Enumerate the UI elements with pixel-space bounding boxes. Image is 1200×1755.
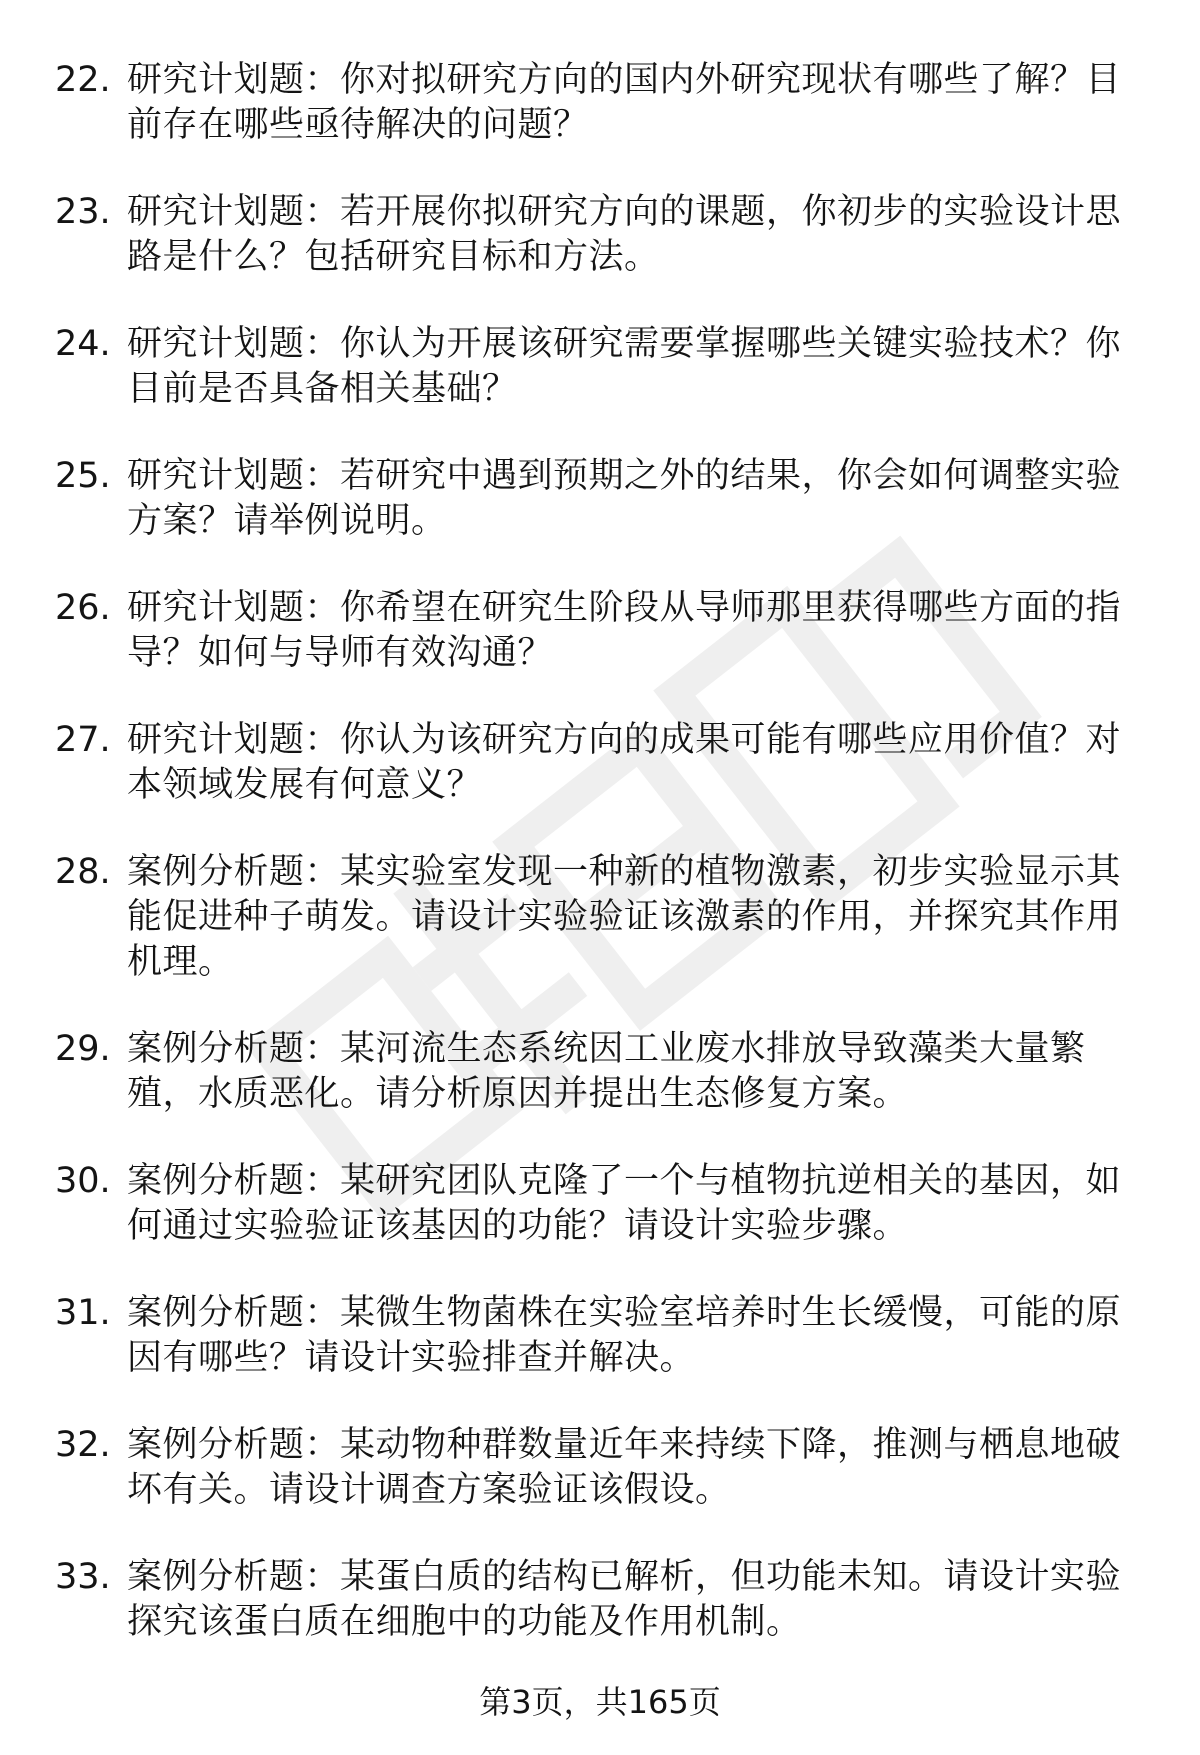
question-number: 28. bbox=[55, 852, 111, 892]
list-item bbox=[0, 586, 1200, 718]
question-number: 33. bbox=[55, 1557, 111, 1597]
question-text: 研究计划题：你希望在研究生阶段从导师那里获得哪些方面的指导？如何与导师有效沟通？ bbox=[127, 588, 1122, 673]
list-item bbox=[0, 190, 1200, 322]
question-list bbox=[0, 58, 1200, 1687]
question-text: 案例分析题：某研究团队克隆了一个与植物抗逆相关的基因，如何通过实验验证该基因的功能？请设计实验步骤。 bbox=[127, 1161, 1122, 1246]
question-number: 31. bbox=[55, 1293, 111, 1333]
question-number: 24. bbox=[55, 324, 111, 364]
question-text: 研究计划题：你对拟研究方向的国内外研究现状有哪些了解？目前存在哪些亟待解决的问题？ bbox=[127, 60, 1122, 145]
question-number: 29. bbox=[55, 1029, 111, 1069]
question-text: 研究计划题：你认为开展该研究需要掌握哪些关键实验技术？你目前是否具备相关基础？ bbox=[127, 324, 1122, 409]
question-text: 研究计划题：若研究中遇到预期之外的结果，你会如何调整实验方案？请举例说明。 bbox=[127, 456, 1122, 541]
question-text: 案例分析题：某蛋白质的结构已解析，但功能未知。请设计实验探究该蛋白质在细胞中的功能及作用机制。 bbox=[127, 1557, 1122, 1642]
list-item bbox=[0, 1291, 1200, 1423]
question-number: 30. bbox=[55, 1161, 111, 1201]
list-item bbox=[0, 454, 1200, 586]
list-item bbox=[0, 718, 1200, 850]
page-footer: 第3页，共165页 bbox=[479, 1683, 721, 1721]
list-item bbox=[0, 1555, 1200, 1687]
question-number: 27. bbox=[55, 720, 111, 760]
list-item bbox=[0, 850, 1200, 1027]
question-text: 案例分析题：某动物种群数量近年来持续下降，推测与栖息地破坏有关。请设计调查方案验证该假设。 bbox=[127, 1425, 1122, 1510]
list-item bbox=[0, 58, 1200, 190]
list-item bbox=[0, 1159, 1200, 1291]
question-text: 案例分析题：某河流生态系统因工业废水排放导致藻类大量繁殖，水质恶化。请分析原因并提出生态修复方案。 bbox=[127, 1029, 1086, 1114]
list-item bbox=[0, 1423, 1200, 1555]
list-item bbox=[0, 1027, 1200, 1159]
list-item bbox=[0, 322, 1200, 454]
question-text: 研究计划题：你认为该研究方向的成果可能有哪些应用价值？对本领域发展有何意义？ bbox=[127, 720, 1122, 805]
question-number: 25. bbox=[55, 456, 111, 496]
question-text: 案例分析题：某实验室发现一种新的植物激素，初步实验显示其能促进种子萌发。请设计实验验证该激素的作用，并探究其作用机理。 bbox=[127, 852, 1122, 982]
question-number: 32. bbox=[55, 1425, 111, 1465]
question-number: 22. bbox=[55, 60, 111, 100]
question-text: 研究计划题：若开展你拟研究方向的课题，你初步的实验设计思路是什么？包括研究目标和方法。 bbox=[127, 192, 1122, 277]
question-text: 案例分析题：某微生物菌株在实验室培养时生长缓慢，可能的原因有哪些？请设计实验排查并解决。 bbox=[127, 1293, 1122, 1378]
question-number: 23. bbox=[55, 192, 111, 232]
question-number: 26. bbox=[55, 588, 111, 628]
